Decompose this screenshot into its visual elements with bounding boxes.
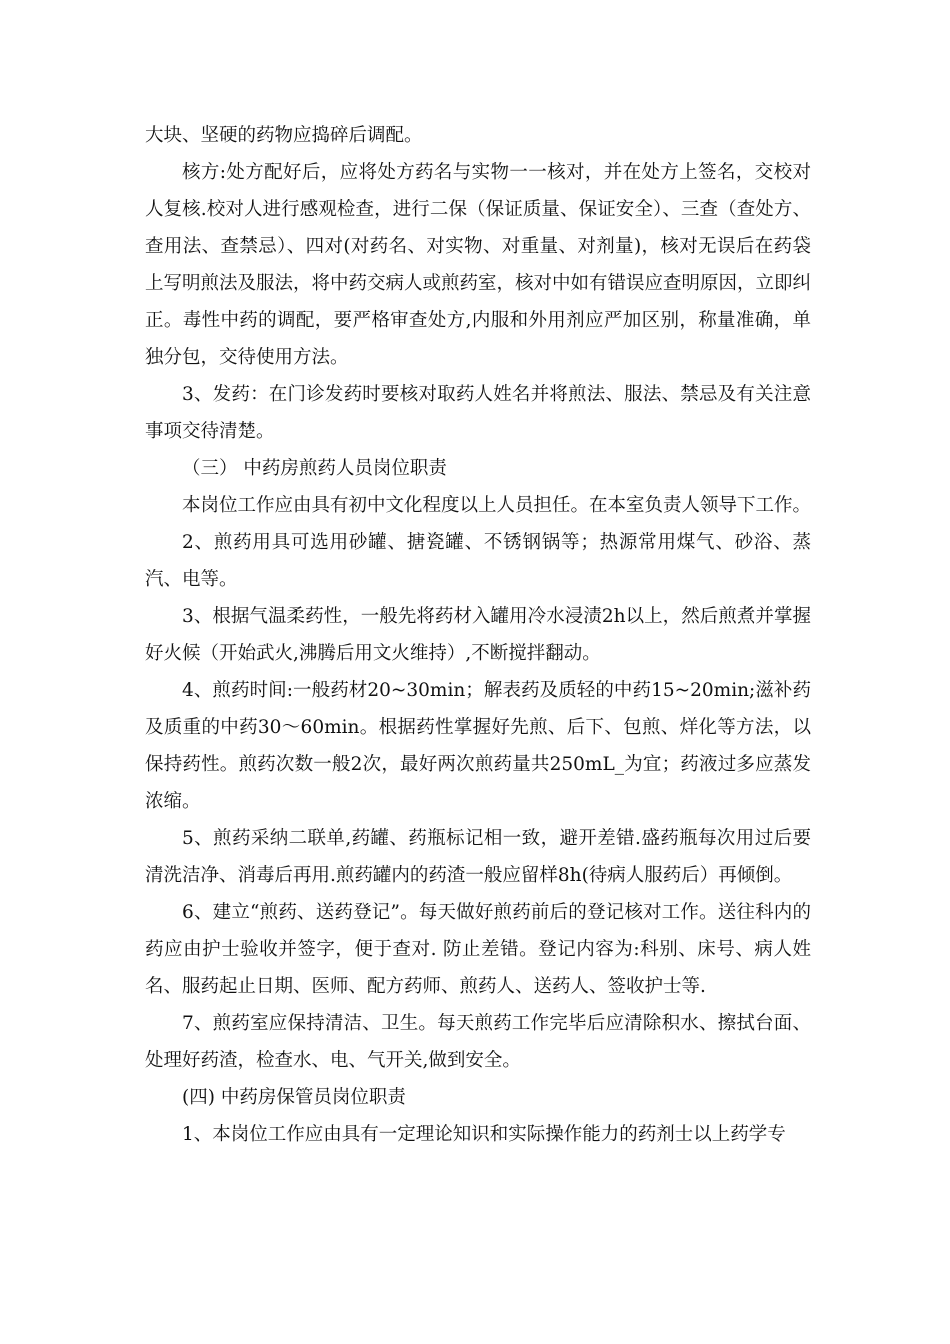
paragraph-soaking: 3、根据气温柔药性，一般先将药材入罐用冷水浸渍2h以上，然后煎煮并掌握好火候（开始武火,沸腾后用文火维持）,不断搅拌翻动。 xyxy=(145,606,811,664)
paragraph-decoction-tools: 2、煎药用具可选用砂罐、搪瓷罐、不锈钢锅等；热源常用煤气、砂浴、蒸汽、电等。 xyxy=(145,532,811,590)
paragraph-continuation: 大块、坚硬的药物应捣碎后调配。 xyxy=(145,125,423,146)
section-heading-storekeeper: (四) 中药房保管员岗位职责 xyxy=(182,1087,406,1108)
section-heading-decoction-staff: （三） 中药房煎药人员岗位职责 xyxy=(182,458,447,479)
paragraph-storekeeper-requirement: 1、本岗位工作应由具有一定理论知识和实际操作能力的药剂士以上药学专 xyxy=(182,1124,786,1145)
document-page xyxy=(145,117,811,1153)
paragraph-staff-requirement: 本岗位工作应由具有初中文化程度以上人员担任。在本室负责人领导下工作。 xyxy=(182,495,812,516)
paragraph-check-prescription: 核方:处方配好后，应将处方药名与实物一一核对，并在处方上签名，交校对人复核.校对人进行感观检查，进行二保（保证质量、保证安全）、三查（查处方、查用法、查禁忌）、四对(对药名、对实物、对重量、对剂量)，核对无误后在药袋上写明煎法及服法，将中药交病人或煎药室，核对中如有错误应查明原因，立即纠正。毒性中药的调配，要严格审查处方,内服和外用剂应严加区别，称量准确，单独分包，交待使用方法。 xyxy=(145,162,812,368)
paragraph-registration: 6、建立“煎药、送药登记”。每天做好煎药前后的登记核对工作。送往科内的药应由护士验收并签字，便于查对. 防止差错。登记内容为:科别、床号、病人姓名、服药起止日期、医师、配方药师、煎药人、送药人、签收护士等. xyxy=(145,902,811,997)
paragraph-cleanliness: 7、煎药室应保持清洁、卫生。每天煎药工作完毕后应清除积水、擦拭台面、处理好药渣，检查水、电、气开关,做到安全。 xyxy=(145,1013,811,1071)
paragraph-decoction-time: 4、煎药时间:一般药材20~30min；解表药及质轻的中药15~20min;滋补药及质重的中药30～60min。根据药性掌握好先煎、后下、包煎、烊化等方法，以保持药性。煎药次数一般2次，最好两次煎药量共250mL_为宜；药液过多应蒸发浓缩。 xyxy=(145,680,811,812)
paragraph-duplicate-form: 5、煎药采纳二联单,药罐、药瓶标记相一致，避开差错.盛药瓶每次用过后要清洗洁净、消毒后再用.煎药罐内的药渣一般应留样8h(待病人服药后）再倾倒。 xyxy=(145,828,811,886)
paragraph-dispense: 3、发药：在门诊发药时要核对取药人姓名并将煎法、服法、禁忌及有关注意事项交待清楚。 xyxy=(145,384,811,442)
